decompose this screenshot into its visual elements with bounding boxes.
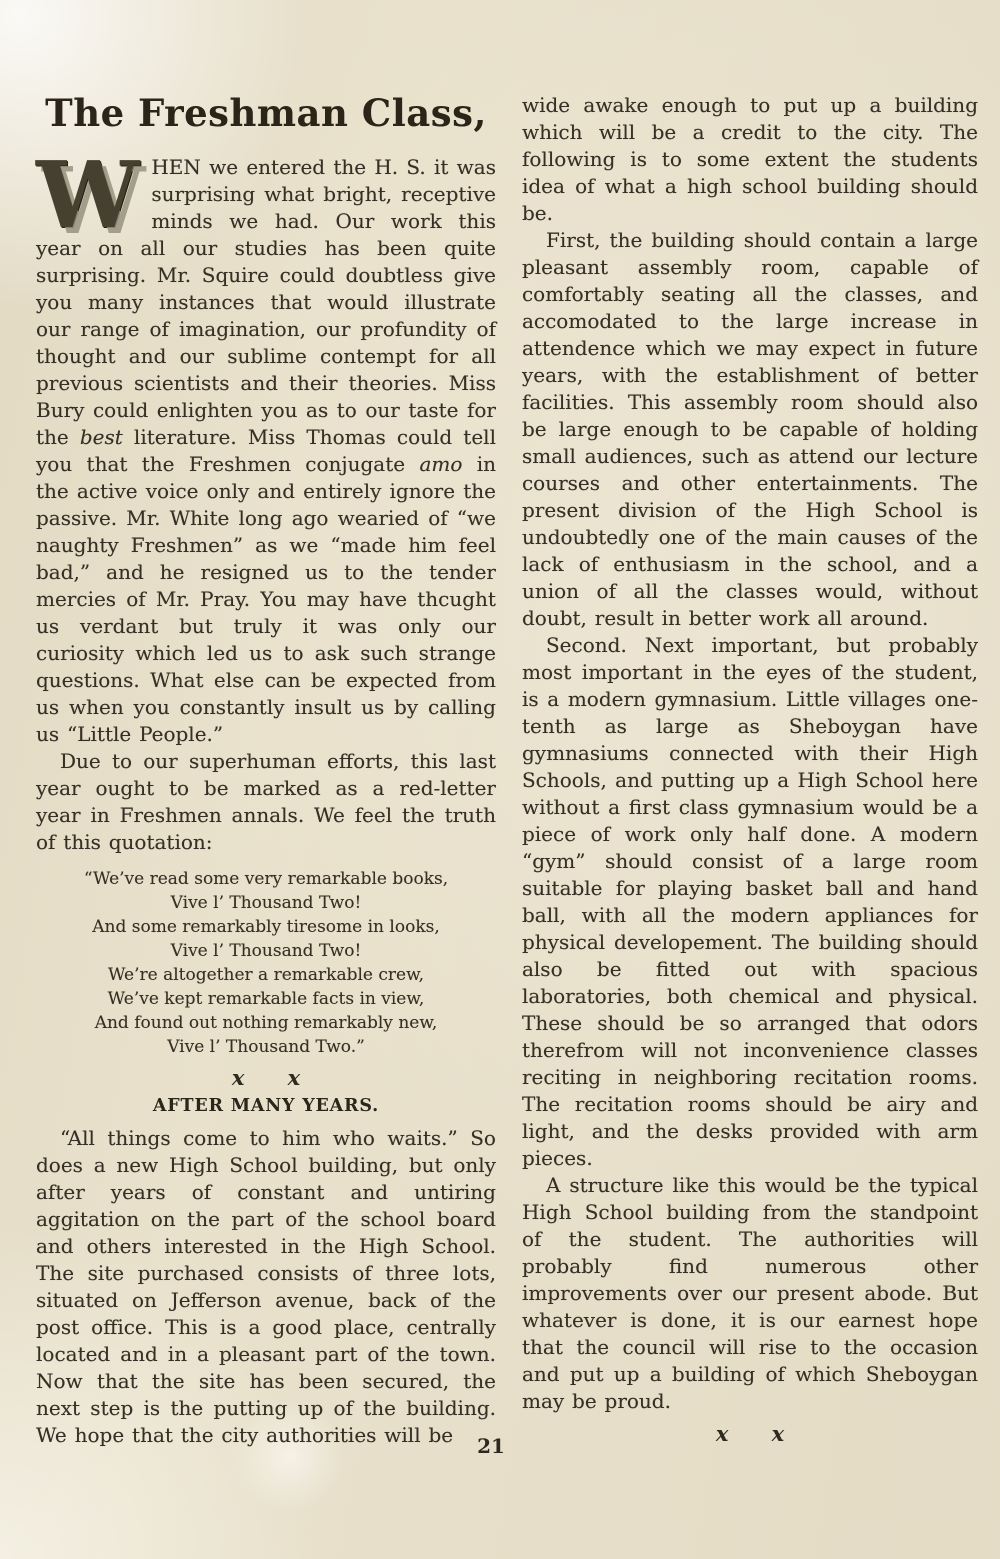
- paragraph-first-assembly-room: First, the building should contain a large pleasant assembly room, capable of comfortably seating all the classes, and accomodated to the large increase in attendence which we may expect in future years, with the establishment of better facilities. This assembly room should also be large enough to be capable of holding small audiences, such as attend our lecture courses and other entertainments. The present division of the High School is undoubtedly one of the main causes of the lack of enthusiasm in the school, and a union of all the classes would, without doubt, result in better work all around.: [521, 228, 978, 630]
- paragraph-superhuman-efforts: Due to our superhuman efforts, this last year ought to be marked as a red-letter year in Freshmen annals. We feel the truth of this quotation:: [36, 749, 496, 854]
- page-number: 21: [477, 1434, 505, 1458]
- poem-line: We’ve kept remarkable facts in view,: [107, 989, 425, 1009]
- poem-line: Vive l’ Thousand Two.”: [167, 1037, 365, 1057]
- right-column: [522, 92, 978, 1449]
- opening-paragraph-text: HEN we entered the H. S. it was surprising what bright, receptive minds we had. Our work this year on all our studies has been quite surprising. Mr. Squire could doubtless give you many instances that would illustrate our range of imagination, our profundity of thought and our sublime contempt for all previous scientists and their theories. Miss Bury could enlighten you as to our taste for the best literature. Miss Thomas could tell you that the Freshmen conjugate amo in the active voice only and entirely ignore the passive. Mr. White long ago wearied of “we naughty Freshmen” as we “made him feel bad,” and he resigned us to the tender mercies of Mr. Pray. You may have thcught us verdant but truly it was only our curiosity which led us to ask such strange questions. What else can be expected from us when you constantly insult us by calling us “Little People.”: [36, 155, 496, 746]
- poem-line: And found out nothing remarkably new,: [94, 1013, 438, 1033]
- article-title-freshman-class: The Freshman Class,: [45, 91, 487, 135]
- opening-paragraph: [36, 141, 496, 748]
- left-column: [36, 92, 496, 1449]
- paragraph-second-gymnasium: Second. Next important, but probably most important in the eyes of the student, is a modern gymnasium. Little villages one-tenth as large as Sheboygan have gymnasiums connected with their High Schools, and putting up a High School here without a first class gymnasium would be a piece of work only half done. A modern “gym” should consist of a large room suitable for playing basket ball and hand ball, with all the modern appliances for physical developement. The building should also be fitted out with spacious laboratories, both chemical and physical. These should be so arranged that odors therefrom will not inconvenience classes reciting in neighboring recitation rooms. The recitation rooms should be airy and light, and the desks provided with arm pieces.: [521, 633, 978, 1170]
- poem-quotation: [36, 867, 496, 1059]
- paragraph-typical-structure: A structure like this would be the typical High School building from the standpoint of the student. The authorities will probably find numerous other improvements over our present abode. But whatever is done, it is our earnest hope that the council will rise to the occasion and put up a building of which Sheboygan may be proud.: [521, 1173, 978, 1413]
- drop-cap-initial-w: W: [36, 141, 140, 249]
- poem-line: Vive l’ Thousand Two!: [170, 893, 362, 913]
- poem-line: And some remarkably tiresome in looks,: [92, 917, 440, 937]
- poem-line: “We’ve read some very remarkable books,: [83, 869, 449, 889]
- poem-line: We’re altogether a remarkable crew,: [107, 965, 425, 985]
- fleuron-ornament-icon: x x: [231, 1065, 301, 1090]
- fleuron-ornament-icon: x x: [715, 1421, 785, 1446]
- section-title-after-many-years: AFTER MANY YEARS.: [152, 1096, 380, 1116]
- paragraph-all-things-come: “All things come to him who waits.” So does a new High School building, but only after years of constant and untiring aggitation on the part of the school board and others interested in the High School. The site purchased consists of three lots, situated on Jefferson avenue, back of the post office. This is a good place, centrally located and in a pleasant part of the town. Now that the site has been secured, the next step is the putting up of the building. We hope that the city authorities will be: [36, 1126, 496, 1447]
- paragraph-continuation-wide-awake: wide awake enough to put up a building which will be a credit to the city. The following is to some extent the students idea of what a high school building should be.: [521, 93, 978, 225]
- poem-line: Vive l’ Thousand Two!: [170, 941, 362, 961]
